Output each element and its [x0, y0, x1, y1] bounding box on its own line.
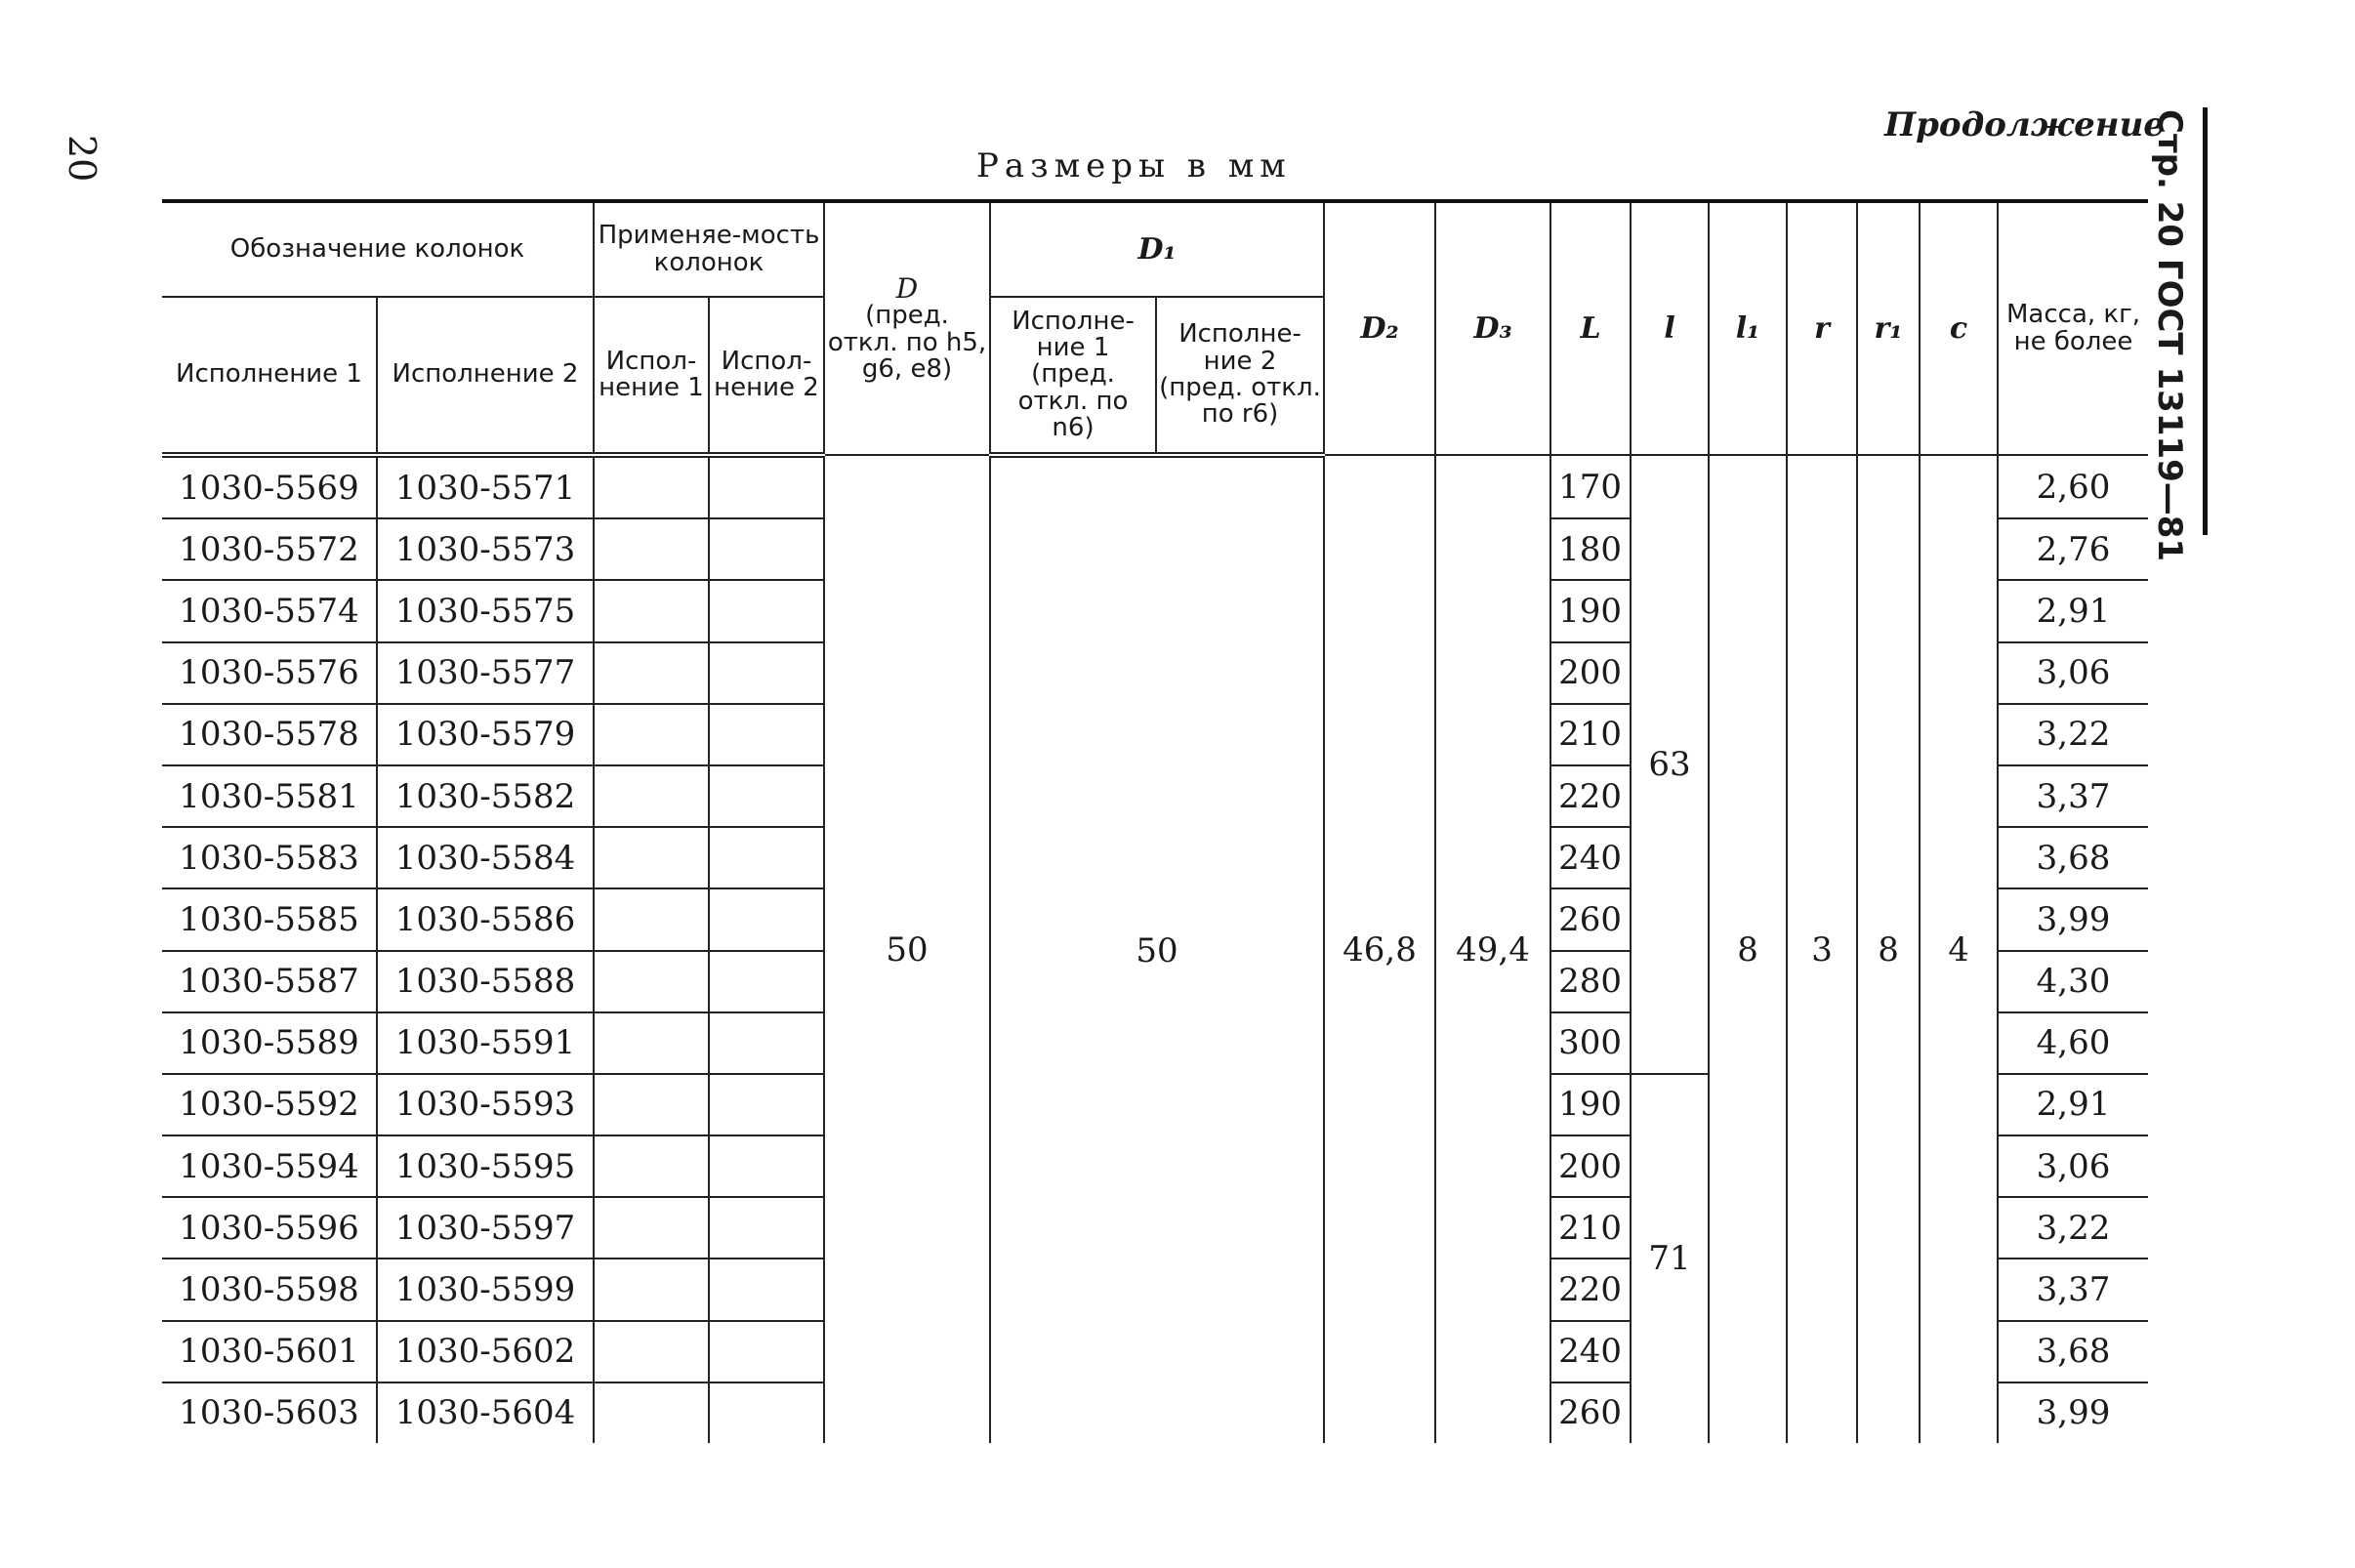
- L-value: 190: [1550, 580, 1631, 641]
- header-D-symbol: D: [895, 271, 919, 305]
- mass-value: 2,60: [1998, 455, 2148, 518]
- applicability-v1-cell: [594, 580, 709, 641]
- applicability-v1-cell: [594, 518, 709, 580]
- designation-v1-cell: 1030-5583: [162, 827, 377, 888]
- applicability-v1-cell: [594, 704, 709, 765]
- designation-v2-cell: 1030-5595: [377, 1135, 594, 1197]
- designation-v2-cell: 1030-5593: [377, 1074, 594, 1135]
- continuation-label: Продолжение: [1884, 105, 2165, 144]
- designation-v2-cell: 1030-5597: [377, 1197, 594, 1259]
- applicability-v1-cell: [594, 1012, 709, 1074]
- applicability-v2-cell: [709, 518, 824, 580]
- applicability-v2-cell: [709, 642, 824, 704]
- applicability-v2-cell: [709, 1012, 824, 1074]
- mass-value: 3,06: [1998, 642, 2148, 704]
- designation-v1-cell: 1030-5569: [162, 455, 377, 518]
- L-value: 240: [1550, 827, 1631, 888]
- header-D2: D₂: [1324, 203, 1435, 455]
- L-value: 200: [1550, 1135, 1631, 1197]
- designation-v1-cell: 1030-5581: [162, 765, 377, 827]
- applicability-v2-cell: [709, 1321, 824, 1382]
- L-value: 240: [1550, 1321, 1631, 1382]
- designation-v1-cell: 1030-5603: [179, 1393, 359, 1433]
- mass-value: 2,91: [1998, 580, 2148, 641]
- applicability-v2-cell: [709, 951, 824, 1012]
- mass-value: 2,91: [1998, 1074, 2148, 1135]
- header-D-tolerance: (пред. откл. по h5, g6, e8): [827, 301, 987, 384]
- L-value: 190: [1550, 1074, 1631, 1135]
- designation-v1-cell: 1030-5578: [162, 704, 377, 765]
- c-value: 4: [1920, 455, 1998, 1443]
- table-row: [162, 455, 2148, 518]
- dimensions-table-wrap: [162, 203, 2148, 1443]
- D-value: 50: [824, 455, 990, 1443]
- header-applicability-v2: Испол-нение 2: [709, 297, 824, 455]
- designation-v2-cell: 1030-5573: [377, 518, 594, 580]
- header-l: l: [1631, 203, 1709, 455]
- mass-value: 4,60: [1998, 1012, 2148, 1074]
- header-L: L: [1550, 203, 1631, 455]
- designation-v2-cell: 1030-5588: [377, 951, 594, 1012]
- units-caption: Размеры в мм: [976, 146, 1292, 186]
- designation-v2-cell: 1030-5571: [377, 455, 594, 518]
- L-value: 220: [1550, 765, 1631, 827]
- mass-value: 3,37: [1998, 765, 2148, 827]
- applicability-v1-cell: [594, 1135, 709, 1197]
- designation-v1-cell: 1030-5598: [162, 1259, 377, 1320]
- header-applicability-v1: Испол-нение 1: [594, 297, 709, 455]
- designation-v1-cell: 1030-5592: [162, 1074, 377, 1135]
- designation-v1-cell: 1030-5589: [162, 1012, 377, 1074]
- L-value: 260: [1550, 1382, 1631, 1443]
- mass-value: 2,76: [1998, 518, 2148, 580]
- r1-value: 8: [1857, 455, 1920, 1443]
- L-value: 300: [1550, 1012, 1631, 1074]
- L-value: 170: [1550, 455, 1631, 518]
- header-designation: Обозначение колонок: [162, 203, 594, 297]
- designation-v2-cell: 1030-5604: [377, 1382, 594, 1443]
- applicability-v2-cell: [709, 455, 824, 518]
- r-value: 3: [1787, 455, 1857, 1443]
- l-value-group-1: 63: [1631, 455, 1709, 1074]
- header-mass: Масса, кг, не более: [1998, 203, 2148, 455]
- mass-value: 3,22: [1998, 1197, 2148, 1259]
- designation-v1-cell: 1030-5574: [162, 580, 377, 641]
- mass-value: 4,30: [1998, 951, 2148, 1012]
- mass-value: 3,06: [1998, 1135, 2148, 1197]
- header-c: c: [1920, 203, 1998, 455]
- side-bar: [2203, 107, 2208, 535]
- mass-value: 3,22: [1998, 704, 2148, 765]
- L-value: 280: [1550, 951, 1631, 1012]
- header-D1-v1: Исполне-ние 1 (пред. откл. по n6): [990, 297, 1156, 455]
- dimensions-table: [162, 203, 2148, 1443]
- applicability-v2-cell: [709, 1197, 824, 1259]
- designation-v2-cell: 1030-5591: [377, 1012, 594, 1074]
- applicability-v2-cell: [709, 827, 824, 888]
- header-applicability: Применяе-мость колонок: [594, 203, 824, 297]
- applicability-v1-cell: [594, 1197, 709, 1259]
- applicability-v1-cell: [594, 1259, 709, 1320]
- designation-v1-cell: 1030-5587: [162, 951, 377, 1012]
- designation-v2-cell: 1030-5582: [377, 765, 594, 827]
- header-l1: l₁: [1709, 203, 1787, 455]
- L-value: 260: [1550, 888, 1631, 950]
- L-value: 180: [1550, 518, 1631, 580]
- designation-v2-cell: 1030-5577: [377, 642, 594, 704]
- applicability-v2-cell: [709, 580, 824, 641]
- header-designation-v1: Исполнение 1: [162, 297, 377, 455]
- applicability-v1-cell: [594, 765, 709, 827]
- header-r1: r₁: [1857, 203, 1920, 455]
- l-value-group-2: 71: [1631, 1074, 1709, 1443]
- applicability-v2-cell: [709, 1074, 824, 1135]
- designation-v1-cell: 1030-5596: [162, 1197, 377, 1259]
- applicability-v2-cell: [709, 704, 824, 765]
- designation-v1-cell: 1030-5576: [162, 642, 377, 704]
- applicability-v1-cell: [594, 951, 709, 1012]
- applicability-v1-cell: [594, 827, 709, 888]
- designation-v1-cell: 1030-5601: [162, 1321, 377, 1382]
- D1-value: 50: [990, 455, 1324, 1443]
- designation-v2-cell: 1030-5579: [377, 704, 594, 765]
- applicability-v2-cell: [709, 765, 824, 827]
- designation-v1-cell: 1030-5572: [162, 518, 377, 580]
- mass-value: 3,37: [1998, 1259, 2148, 1320]
- mass-value: 3,68: [1998, 1321, 2148, 1382]
- page-number: 20: [61, 135, 103, 183]
- applicability-v2-cell: [709, 888, 824, 950]
- table-body: [162, 455, 2148, 1443]
- mass-value: 3,99: [1998, 1382, 2148, 1443]
- applicability-v1-cell: [594, 1074, 709, 1135]
- standard-code: Стр. 20 ГОСТ 13119—81: [2150, 109, 2189, 562]
- header-D1: D₁: [990, 203, 1324, 297]
- L-value: 200: [1550, 642, 1631, 704]
- designation-v2-cell: 1030-5584: [377, 827, 594, 888]
- header-D: [824, 203, 990, 455]
- l1-value: 8: [1709, 455, 1787, 1443]
- header-D1-v2: Исполне-ние 2 (пред. откл. по r6): [1156, 297, 1324, 455]
- applicability-v1-cell: [594, 1382, 709, 1443]
- applicability-v1-cell: [594, 1321, 709, 1382]
- applicability-v1-cell: [594, 888, 709, 950]
- header-designation-v2: Исполнение 2: [377, 297, 594, 455]
- D2-value: 46,8: [1324, 455, 1435, 1443]
- applicability-v1-cell: [594, 642, 709, 704]
- header-D3: D₃: [1435, 203, 1550, 455]
- designation-v2-cell: 1030-5602: [377, 1321, 594, 1382]
- designation-v1-cell: 1030-5594: [162, 1135, 377, 1197]
- D3-value: 49,4: [1435, 455, 1550, 1443]
- header-r: r: [1787, 203, 1857, 455]
- designation-v2-cell: 1030-5575: [377, 580, 594, 641]
- designation-v1-cell: 1030-5585: [162, 888, 377, 950]
- L-value: 210: [1550, 704, 1631, 765]
- mass-value: 3,99: [1998, 888, 2148, 950]
- applicability-v2-cell: [709, 1382, 824, 1443]
- applicability-v2-cell: [709, 1135, 824, 1197]
- applicability-v1-cell: [594, 455, 709, 518]
- designation-v2-cell: 1030-5599: [377, 1259, 594, 1320]
- designation-v2-cell: 1030-5586: [377, 888, 594, 950]
- applicability-v2-cell: [709, 1259, 824, 1320]
- mass-value: 3,68: [1998, 827, 2148, 888]
- L-value: 210: [1550, 1197, 1631, 1259]
- L-value: 220: [1550, 1259, 1631, 1320]
